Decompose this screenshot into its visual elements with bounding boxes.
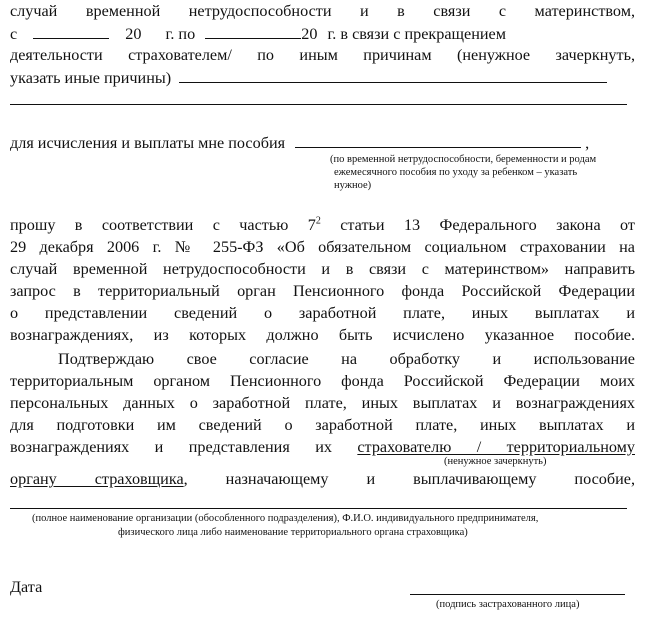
from-label: с <box>10 25 18 43</box>
request-line-3: случай временной нетрудоспособности и в связи с материнством» направить <box>10 260 635 278</box>
organization-note-2: физического лица либо наименование территориального органа страховщика) <box>118 527 468 538</box>
termination-label: г. в связи с прекращением <box>327 25 506 43</box>
request-line-1a: прошу в соответствии с частью 7 <box>10 216 316 234</box>
consent-line-6b: , назначающему и выплачивающему пособие, <box>183 470 635 488</box>
year-prefix-1: 20 <box>125 25 142 43</box>
allowance-type-blank[interactable] <box>295 133 581 148</box>
text-line-1: случай временной нетрудоспособности и в связи с материнством, <box>10 2 635 20</box>
year-prefix-2: 20 <box>301 25 318 43</box>
allowance-comma: , <box>585 134 590 152</box>
insurer-option: страхователю / территориальному <box>357 438 635 456</box>
request-line-5: о представлении сведений о заработной плате, иных выплатах и <box>10 304 635 322</box>
organization-blank[interactable] <box>10 508 627 509</box>
reasons-blank[interactable] <box>179 68 607 83</box>
reasons-label: указать иные причины) <box>10 69 172 87</box>
request-line-2: 29 декабря 2006 г. № 255-ФЗ «Об обязательном социальном страховании на <box>10 238 635 256</box>
allowance-note-3: нужное) <box>334 180 372 191</box>
allowance-line <box>10 133 635 153</box>
strike-note: (ненужное зачеркнуть) <box>444 456 547 467</box>
signature-blank[interactable] <box>410 594 625 595</box>
allowance-note-1: (по временной нетрудоспособности, беременности и родам <box>330 154 597 165</box>
allowance-label: для исчисления и выплаты мне пособия <box>10 134 286 152</box>
end-date-blank[interactable] <box>205 24 301 39</box>
reasons-line <box>10 68 635 88</box>
text-line-3: деятельности страхователем/ по иным причинам (ненужное зачеркнуть, <box>10 46 635 64</box>
consent-line-1: Подтверждаю свое согласие на обработку и использование <box>58 350 635 368</box>
organization-note-1: (полное наименование организации (обособленного подразделения), Ф.И.О. индивидуального предпринимателя, <box>32 513 539 524</box>
territorial-option: органу страховщика <box>10 470 184 488</box>
request-line-1b: статьи 13 Федерального закона от <box>320 216 635 234</box>
consent-line-3: персональных данных о заработной плате, иных выплатах и вознаграждениях <box>10 394 635 412</box>
request-line-6: вознаграждениях, из которых должно быть исчислено указанное пособие. <box>10 326 635 344</box>
consent-line-5a: вознаграждениях и представления их <box>10 438 358 456</box>
reasons-blank-line-2[interactable] <box>10 104 627 105</box>
request-line-4: запрос в территориальный орган Пенсионного фонда Российской Федерации <box>10 282 635 300</box>
date-label: Дата <box>10 578 43 596</box>
till-label: г. по <box>165 25 196 43</box>
signature-note: (подпись застрахованного лица) <box>436 599 580 610</box>
superscript: 2 <box>315 215 321 227</box>
consent-line-2: территориальным органом Пенсионного фонда Российской Федерации моих <box>10 372 635 390</box>
request-line-1 <box>10 216 635 235</box>
start-date-blank[interactable] <box>33 24 109 39</box>
consent-line-6 <box>10 470 635 489</box>
allowance-note-2: ежемесячного пособия по уходу за ребенком – указать <box>334 167 578 178</box>
period-line <box>10 24 635 44</box>
consent-line-4: для подготовки им сведений о заработной плате, иных выплатах и <box>10 416 635 434</box>
